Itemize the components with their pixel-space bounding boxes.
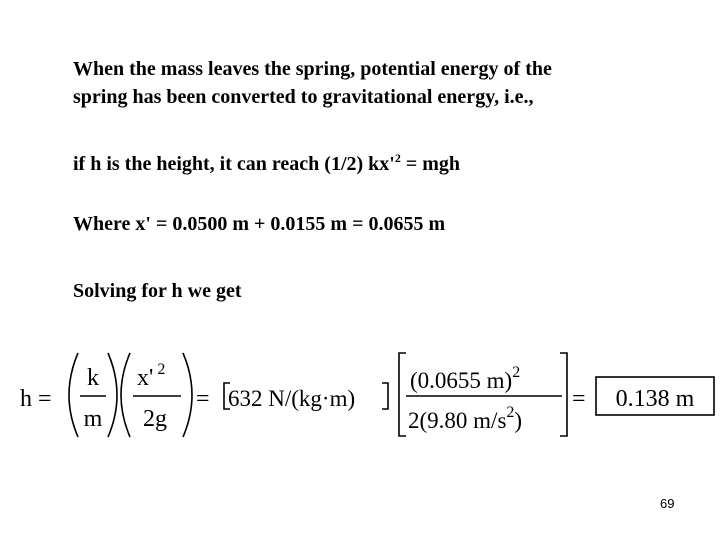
frac2-numerator: x' $^2$: [137, 361, 166, 391]
height-statement: if h is the height, it can reach (1/2) kx': [73, 153, 395, 175]
bracket-right-1: [382, 383, 388, 409]
paren-right-1: [108, 353, 117, 437]
bracket-left-2: [399, 353, 406, 436]
paren-left-1: [69, 353, 78, 437]
result-value: 0.138 m: [615, 386, 695, 412]
paragraph-2: [73, 150, 460, 178]
equation-lhs: h =: [20, 386, 52, 412]
paren-left-2: [121, 353, 130, 437]
frac1-denominator: m: [83, 406, 103, 432]
frac2-numerator-exponent: 2: [157, 361, 166, 378]
height-equation: [0, 345, 720, 445]
equals-sign-2: =: [572, 386, 586, 412]
frac3-denominator: 2(9.80 $m/s^2$): [408, 404, 523, 433]
frac3-numerator-exponent: 2: [512, 364, 521, 381]
height-statement-exponent: 2: [394, 151, 401, 165]
bracket-right-2: [560, 353, 567, 436]
equals-sign-1: =: [196, 386, 210, 412]
paragraph-3: Where x' = 0.0500 m + 0.0155 m = 0.0655 m: [73, 213, 446, 235]
frac2-denominator: 2g: [143, 406, 167, 432]
frac1-numerator: k: [87, 365, 99, 391]
height-statement-tail: = mgh: [400, 153, 461, 175]
paragraph-1: [73, 55, 552, 111]
frac3-numerator: (0.0655 m)$^2$: [410, 364, 521, 393]
paragraph-4: Solving for h we get: [73, 280, 242, 302]
paragraph-1-line-1: When the mass leaves the spring, potential energy of the: [73, 58, 552, 80]
coefficient: 632 N/(kg·m): [228, 386, 356, 411]
page-number: 69: [660, 496, 675, 511]
paragraph-1-line-2: spring has been converted to gravitational energy, i.e.,: [73, 86, 534, 108]
frac3-denominator-exponent: 2: [506, 404, 515, 421]
paren-right-2: [183, 353, 192, 437]
